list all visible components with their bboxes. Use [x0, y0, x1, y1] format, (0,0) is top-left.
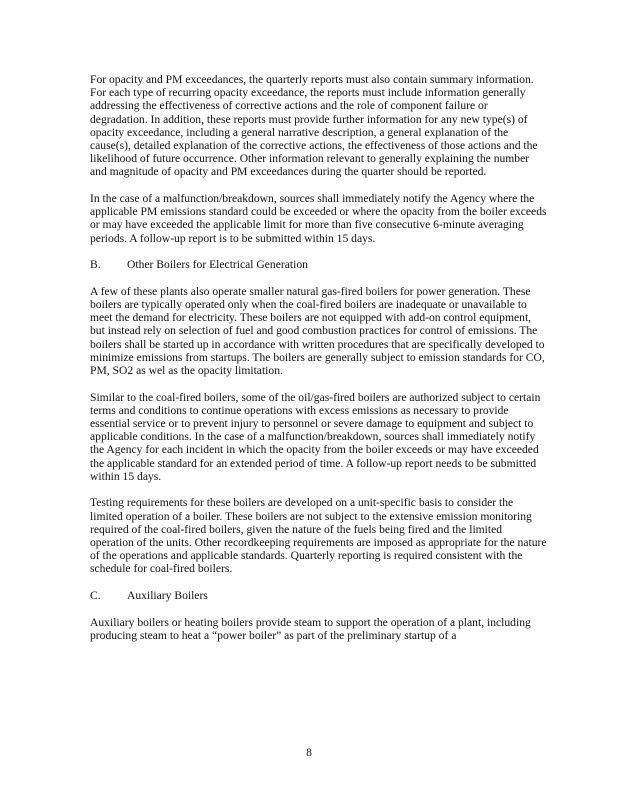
section-heading-c — [90, 589, 548, 602]
paragraph-gas-fired-boilers: A few of these plants also operate smaller natural gas-fired boilers for power generation. These boilers are typically operated only when the coal-fired boilers are inadequate or unavailable to meet the demand for electricity. These boilers are not equipped with add-on control equipment, but instead rely on selection of fuel and good combustion practices for control of emissions. The boilers shall be started up in accordance with written procedures that are specifically developed to minimize emissions from startups. The boilers are generally subject to emission standards for CO, PM, SO2 as wel as the opacity limitation. — [90, 284, 545, 378]
section-title-b: Other Boilers for Electrical Generation — [127, 258, 308, 272]
section-title-c: Auxiliary Boilers — [127, 589, 208, 603]
paragraph-opacity-pm-reports: For opacity and PM exceedances, the quarterly reports must also contain summary information. For each type of recurring opacity exceedance, the reports must include information generally addressing the effectiveness of corrective actions and the role of component failure or degradation. In addition, these reports must provide further information for any new type(s) of opacity exceedance, including a general narrative description, a general explanation of the cause(s), detailed explanation of the corrective actions, the effectiveness of those actions and the likelihood of future occurrence. Other information relevant to generally explaining the number and magnitude of opacity and PM exceedances during the quarter should be reported. — [90, 73, 538, 179]
paragraph-testing-requirements: Testing requirements for these boilers are developed on a unit-specific basis to consider the limited operation of a boiler. These boilers are not subject to the extensive emission monitoring required of the coal-fired boilers, given the nature of the fuels being fired and the limited operation of the units. Other recordkeeping requirements are imposed as appropriate for the nature of the operations and applicable standards. Quarterly reporting is required consistent with the schedule for coal-fired boilers. — [90, 496, 547, 576]
paragraph-oil-gas-boilers: Similar to the coal-fired boilers, some of the oil/gas-fired boilers are authorized subject to certain terms and conditions to continue operations with excess emissions as necessary to provide essential service or to prevent injury to personnel or severe damage to equipment and subject to applicable conditions. In the case of a malfunction/breakdown, sources shall immediately notify the Agency for each incident in which the opacity from the boiler exceeds or may have exceeded the applicable standard for an extended period of time. A follow-up report needs to be submitted within 15 days. — [90, 390, 541, 483]
document-page — [90, 73, 548, 655]
page-number: 8 — [306, 746, 312, 759]
section-number-c: C. — [90, 589, 101, 603]
paragraph-malfunction-notification: In the case of a malfunction/breakdown, sources shall immediately notify the Agency where the applicable PM emissions standard could be exceeded or where the opacity from the boiler exceeds or may have exceeded the applicable limit for more than five consecutive 6-minute averaging periods. A follow-up report is to be submitted within 15 days. — [90, 192, 547, 245]
paragraph-auxiliary-boilers: Auxiliary boilers or heating boilers provide steam to support the operation of a plant, including producing steam to heat a “power boiler” as part of the preliminary startup of a — [90, 615, 531, 642]
section-heading-b — [90, 258, 548, 271]
section-number-b: B. — [90, 258, 101, 272]
